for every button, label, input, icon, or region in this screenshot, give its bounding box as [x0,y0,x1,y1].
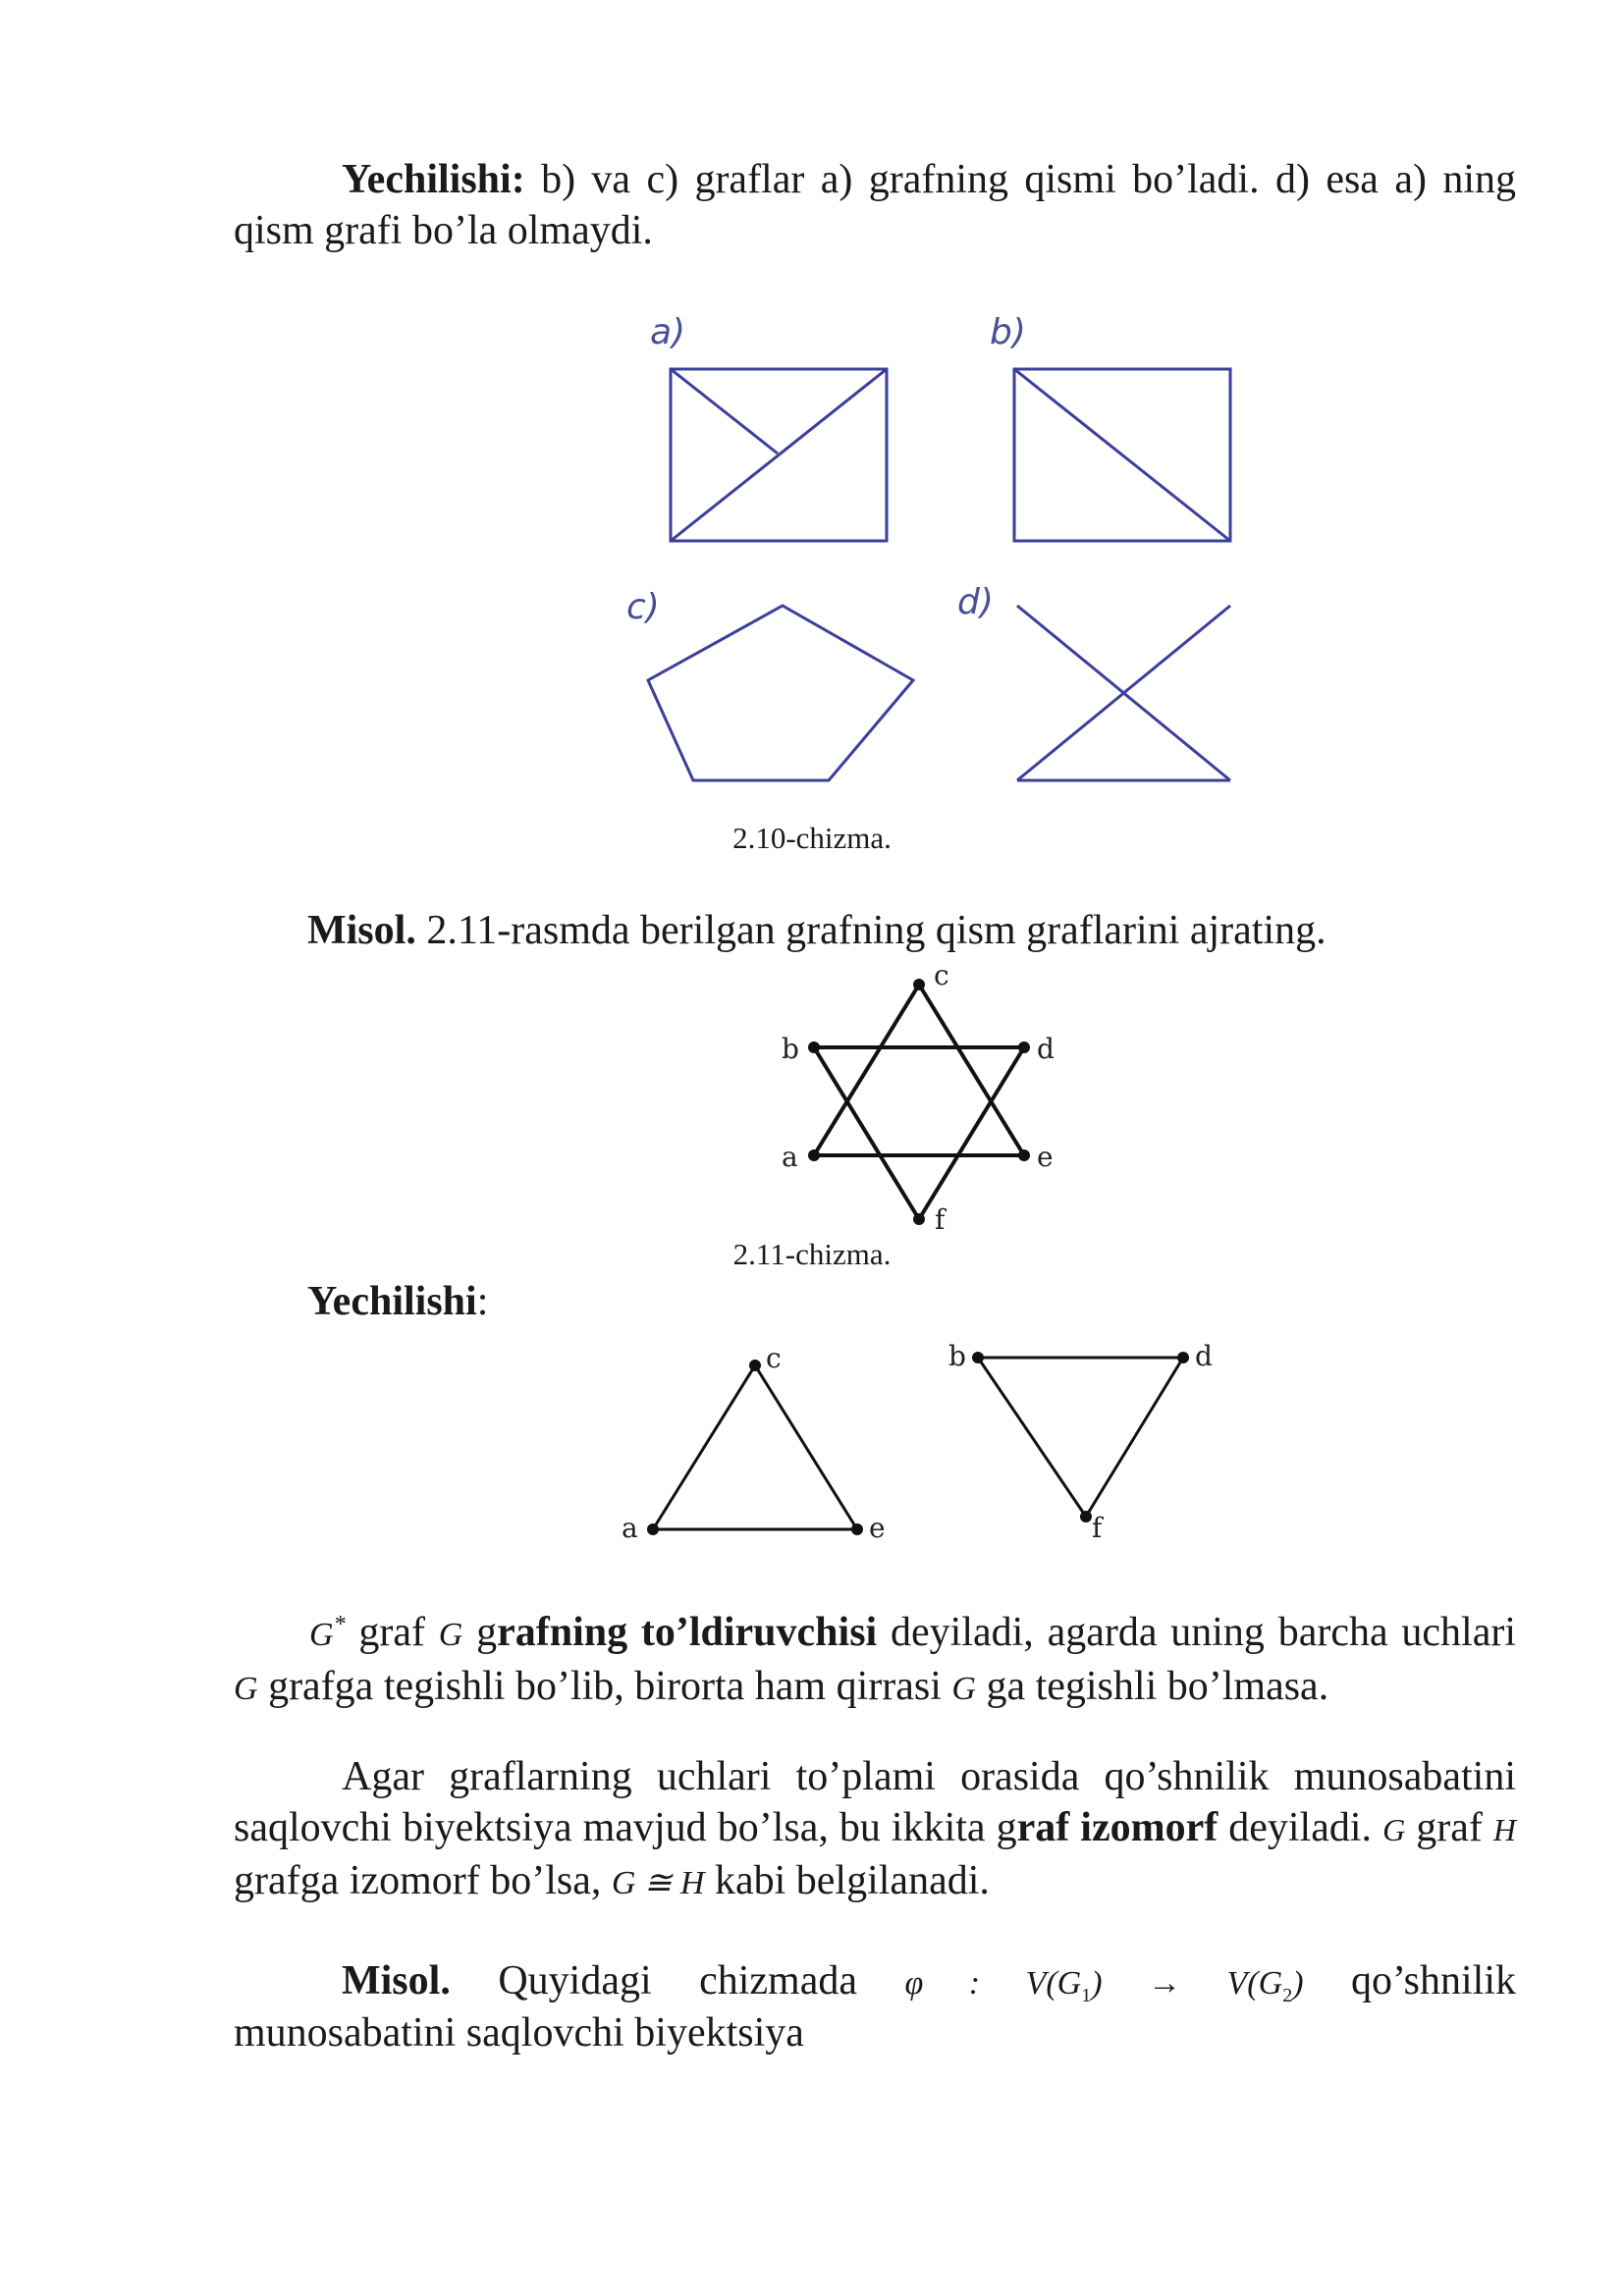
vertex-label-c: c [934,959,949,991]
example-1 [307,905,1326,956]
graph-b-edge [1014,369,1230,541]
example-1-label: Misol. [307,908,416,953]
sub-vertex-c [749,1360,761,1371]
sub-vertex-a [647,1523,659,1535]
caption-2-10: 2.10-chizma. [732,821,892,855]
term-complement: rafning to’ldiruvchisi [497,1610,878,1655]
solution-text: b) va c) graflar a) grafning qismi bo’ladi. d) esa a) ning qism grafi bo’la olmaydi. [234,157,1516,253]
sub-label-b: b [948,1340,966,1372]
sub-label-a: a [622,1512,638,1544]
example-2-line-2: munosabatini saqlovchi biyektsiya [234,2010,804,2056]
sub-vertex-e [851,1523,863,1535]
sub-label-e: e [869,1512,886,1544]
panel-label-d: d) [957,582,994,622]
panel-label-a: a) [650,312,686,352]
solution-2-label: Yechilishi [307,1279,477,1324]
sub-label-f: f [1092,1512,1103,1544]
vertex-c [913,979,925,990]
vertex-d [1018,1041,1030,1053]
isomorphism-paragraph: Agar graflarning uchlari to’plami orasida qo’shnilik munosabatini saqlovchi biyektsiya mavjud bo’lsa, bu ikkita graf izomorf deyiladi. G graf H grafga izomorf bo’lsa, G ≅ H kabi belgilanadi. [234,1754,1516,1903]
math-bijection: φ : $V(G_1) \to V(G_2)$ [904,1965,1304,2006]
graph-c-pentagon [648,606,913,780]
sub-vertex-f [1080,1511,1092,1522]
vertex-a [808,1149,820,1161]
subgraph-triangles [653,1358,1183,1529]
example-2-line-1: Misol. Quyidagi chizmada φ : $V(G_1) \to V(G_2)$ qo’shnilik [342,1958,1517,2006]
figure-2-11 [814,985,1024,1219]
example-1-text: 2.11-rasmda berilgan grafning qism graflarini ajrating. [415,908,1326,953]
vertex-label-d: d [1037,1033,1055,1065]
math-g: G [438,1617,463,1653]
sub-vertex-b [972,1352,984,1363]
caption-2-11: 2.11-chizma. [732,1237,892,1271]
vertex-f [913,1213,925,1225]
sub-label-c: c [766,1342,782,1374]
vertex-label-f: f [935,1203,946,1236]
vertex-b [808,1041,820,1053]
vertex-label-b: b [782,1033,799,1065]
solution-label: Yechilishi: [342,157,525,202]
term-isomorph: raf izomorf [1016,1805,1218,1850]
sub-vertex-d [1177,1352,1189,1363]
panel-label-b: b) [990,312,1026,352]
solution-2-colon: : [476,1279,489,1324]
graph-a-edge [671,369,778,454]
math-g: G [951,1671,976,1707]
vertex-e [1018,1149,1030,1161]
example-2-label: Misol. [342,1958,451,2003]
math-g-cong-h: G ≅ H [611,1865,705,1901]
math-g-star: G* [309,1612,346,1653]
math-g: G [234,1671,258,1707]
sub-label-d: d [1195,1340,1213,1372]
vertex-label-e: e [1037,1141,1054,1173]
math-h: H [1492,1812,1516,1847]
complement-paragraph: G* graf G grafning to’ldiruvchisi deyiladi, agarda uning barcha uchlari G grafga tegishli bo’lib, birorta ham qirrasi G ga tegishli bo’lmasa. [234,1610,1517,1709]
vertex-label-a: a [782,1141,798,1173]
panel-label-c: c) [626,587,660,627]
solution-2-heading [307,1276,488,1327]
math-g: G [1382,1812,1406,1847]
